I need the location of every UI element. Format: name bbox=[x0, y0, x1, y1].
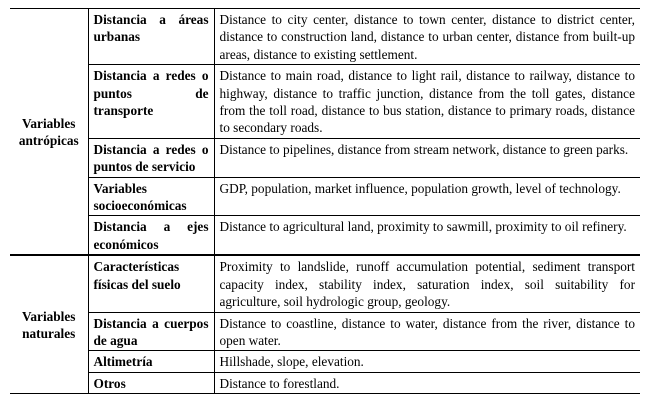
description-cell: Distance to main road, distance to light rail, distance to railway, distance to highway, distance to traffic junction, distance from the toll gates, distance from the toll road, distance to bus station, distance to primary roads, distance to secondary roads. bbox=[214, 65, 640, 139]
category-cell: Otros bbox=[88, 372, 214, 393]
description-cell: Proximity to landslide, runoff accumulation potential, sediment transport capacity index, stability index, saturation index, soil suitability for agriculture, soil hydrologic group, geology. bbox=[214, 255, 640, 312]
category-cell: Variables socioeconómicas bbox=[88, 177, 214, 216]
category-cell: Distancia a cuerpos de agua bbox=[88, 312, 214, 351]
description-cell: Distance to agricultural land, proximity to sawmill, proximity to oil refinery. bbox=[214, 216, 640, 255]
category-cell: Distancia a ejes económicos bbox=[88, 216, 214, 255]
table-row bbox=[10, 255, 640, 312]
category-cell: Altimetría bbox=[88, 351, 214, 372]
table-row bbox=[10, 312, 640, 351]
table-row bbox=[10, 177, 640, 216]
description-cell: Hillshade, slope, elevation. bbox=[214, 351, 640, 372]
category-cell: Distancia a redes o puntos de servicio bbox=[88, 138, 214, 177]
group-label-naturales: Variables naturales bbox=[10, 255, 88, 393]
category-cell: Características físicas del suelo bbox=[88, 255, 214, 312]
description-cell: Distance to forestland. bbox=[214, 372, 640, 393]
variables-table bbox=[10, 8, 640, 394]
description-cell: GDP, population, market influence, population growth, level of technology. bbox=[214, 177, 640, 216]
description-cell: Distance to pipelines, distance from stream network, distance to green parks. bbox=[214, 138, 640, 177]
table-row bbox=[10, 138, 640, 177]
table-row bbox=[10, 9, 640, 65]
table-row bbox=[10, 351, 640, 372]
category-cell: Distancia a redes o puntos de transporte bbox=[88, 65, 214, 139]
table-row bbox=[10, 216, 640, 255]
group-label-antropicas: Variables antrópicas bbox=[10, 9, 88, 256]
table-row bbox=[10, 372, 640, 393]
description-cell: Distance to coastline, distance to water, distance from the river, distance to open water. bbox=[214, 312, 640, 351]
description-cell: Distance to city center, distance to town center, distance to district center, distance to construction land, distance to urban center, distance from built-up areas, distance to existing settlement. bbox=[214, 9, 640, 65]
table-row bbox=[10, 65, 640, 139]
category-cell: Distancia a áreas urbanas bbox=[88, 9, 214, 65]
